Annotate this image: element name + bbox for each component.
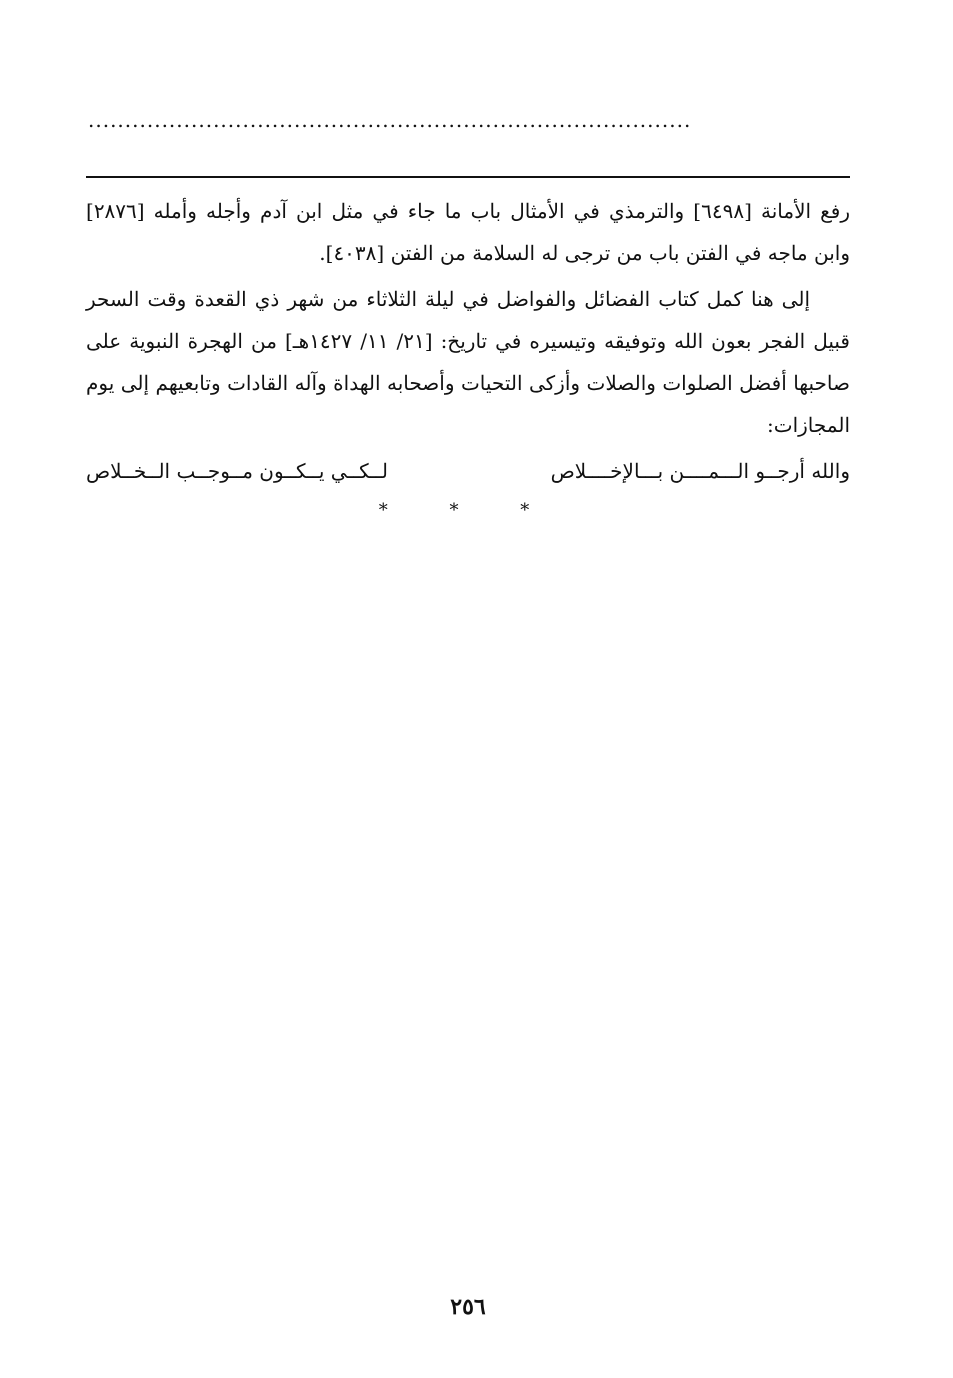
- colophon-paragraph: إلى هنا كمل كتاب الفضائل والفواضل في ليلة الثلاثاء من شهر ذي القعدة وقت السحر قبيل الفجر بعون الله وتوفيقه وتيسيره في تاريخ: [٢١/ ١١/ ١٤٢٧هـ] من الهجرة النبوية على صاحبها أفضل الصلوات والصلات وأزكى التحيات وأصحابه الهداة وآله القادات وتابعيهم إلى يوم المجازات:: [86, 287, 850, 437]
- verse-second-hemistich: لــكــي يــكــون مــوجــب الــخــلاص: [86, 459, 388, 483]
- verse-first-hemistich: والله أرجــو الـــمــــن بـــالإخــــلاص: [550, 459, 850, 483]
- page-number: ٢٥٦: [450, 1294, 486, 1320]
- section-end-stars: * * *: [378, 500, 558, 521]
- dotted-separator: ..................................................................................: [88, 108, 692, 132]
- footnote-paragraph: رفع الأمانة [٦٤٩٨] والترمذي في الأمثال باب ما جاء في مثل ابن آدم وأجله وأمله [٢٨٧٦] وابن ماجه في الفتن باب من ترجى له السلامة من الفتن [٤٠٣٨].: [86, 199, 850, 265]
- text-block: [86, 190, 850, 446]
- footnote-rule: [86, 176, 850, 178]
- verse-line: [86, 450, 850, 492]
